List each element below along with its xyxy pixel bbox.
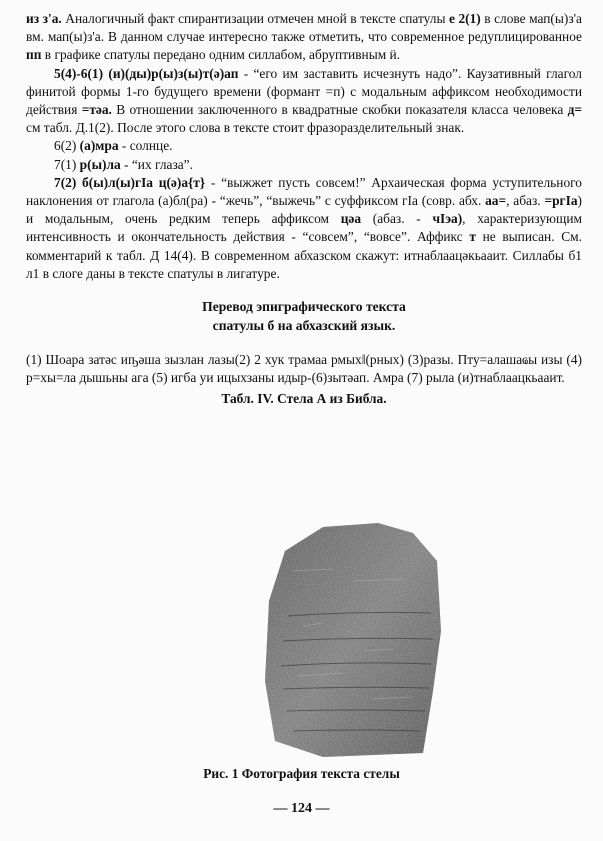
stele-photo — [263, 521, 443, 761]
text: - солнце. — [118, 138, 173, 154]
text-bold: 7(2) б(ы)л(ы)гӀа ц(ә)а{т} — [54, 174, 206, 190]
page-number: — 124 — — [273, 801, 330, 816]
text: ) и модальным, очень редким теперь аффиксом — [26, 193, 582, 227]
paragraph-3 — [26, 137, 582, 155]
figure-caption: Рис. 1 Фотография текста стелы — [203, 766, 400, 781]
text-bold: из з'а. — [26, 11, 62, 26]
text-bold: =тәа. — [81, 102, 112, 118]
text: не выписан. См. комментарий к табл. Д 14(4). В современном абхазском скажут: итнаблаацәкьааит. Силлабы б1 л1 в слоге даны в тексте спатулы в лигатуре. — [26, 229, 582, 281]
translation-paragraph: (1) Шоара затәс иҧәша зызлан лазы(2) 2 хук трамаа рмых‖(рных) (3)разы. Пту=алашаҩы изы (4) р=хы=ла дышьны ага (5) игба уи ицыхзаны идыр-(6)зытәап. Амра (7) рыла (и)тнаблаацкьааит. — [26, 352, 582, 386]
paragraph-4 — [26, 156, 582, 174]
text: в графике спатулы передано одним силлабом, абруптивным ӥ. — [41, 47, 401, 63]
text: , характеризующим интенсивность и окончательность действия - “совсем”, “вовсе”. Аффикс — [26, 211, 582, 245]
text: , абаз. — [506, 193, 545, 209]
paragraph-2 — [26, 65, 582, 138]
text: см табл. Д.1(2). После этого слова в тексте стоит фразоразделительный знак. — [26, 120, 465, 136]
text: В отношении заключенного в квадратные скобки показателя класса человека — [111, 102, 568, 118]
section-heading — [26, 297, 582, 335]
text: 6(2) — [54, 138, 80, 154]
text: (абаз. - — [361, 211, 433, 227]
text: - “его им заставить исчезнуть надо”. Каузативный глагол финитой формы 1-го будущего времени (формант =п) с модальным аффиксом необходимости действия — [26, 65, 582, 118]
text-bold: аа= — [485, 193, 507, 209]
section-heading-line-1: Перевод эпиграфического текста — [202, 299, 406, 315]
text: 7(1) — [54, 156, 80, 172]
text: Аналогичный факт спирантизации отмечен мной в тексте спатулы — [61, 11, 449, 26]
section-heading-line-2: спатулы б на абхазский язык. — [212, 318, 396, 334]
text-bold: (а)мра — [79, 138, 119, 154]
text-bold: цәа — [340, 211, 362, 227]
text-bold: 5(4)-6(1) (и)(ды)р(ы)з(ы)т(ә)ап — [54, 65, 239, 81]
text-bold: р(ы)ла — [79, 156, 121, 172]
stele-image — [263, 521, 443, 761]
text: - “выжжет пусть совсем!” Архаическая форма уступительного наклонения от глагола (а)бл(ра) - “жечь”, “выжечь” с суффиксом гӀа (совр. абх. — [26, 174, 582, 209]
text-bold: е 2(1) — [448, 11, 481, 26]
text: в слове мап(ы)з'а вм. мап(ы)з'а. В данном случае интересно также отметить, что современное редуплицированное — [26, 11, 582, 45]
paragraph-1 — [26, 10, 582, 65]
page-body — [26, 10, 582, 407]
text: - “их глаза”. — [120, 156, 193, 172]
text-bold: пп — [26, 47, 42, 63]
text-bold: т — [469, 229, 476, 245]
paragraph-5 — [26, 174, 582, 283]
text-bold: д= — [567, 102, 582, 118]
table-title: Табл. IV. Стела А из Библа. — [221, 391, 387, 407]
text-bold: чӀэа) — [432, 211, 463, 227]
text-bold: =ргӀа — [544, 193, 578, 209]
